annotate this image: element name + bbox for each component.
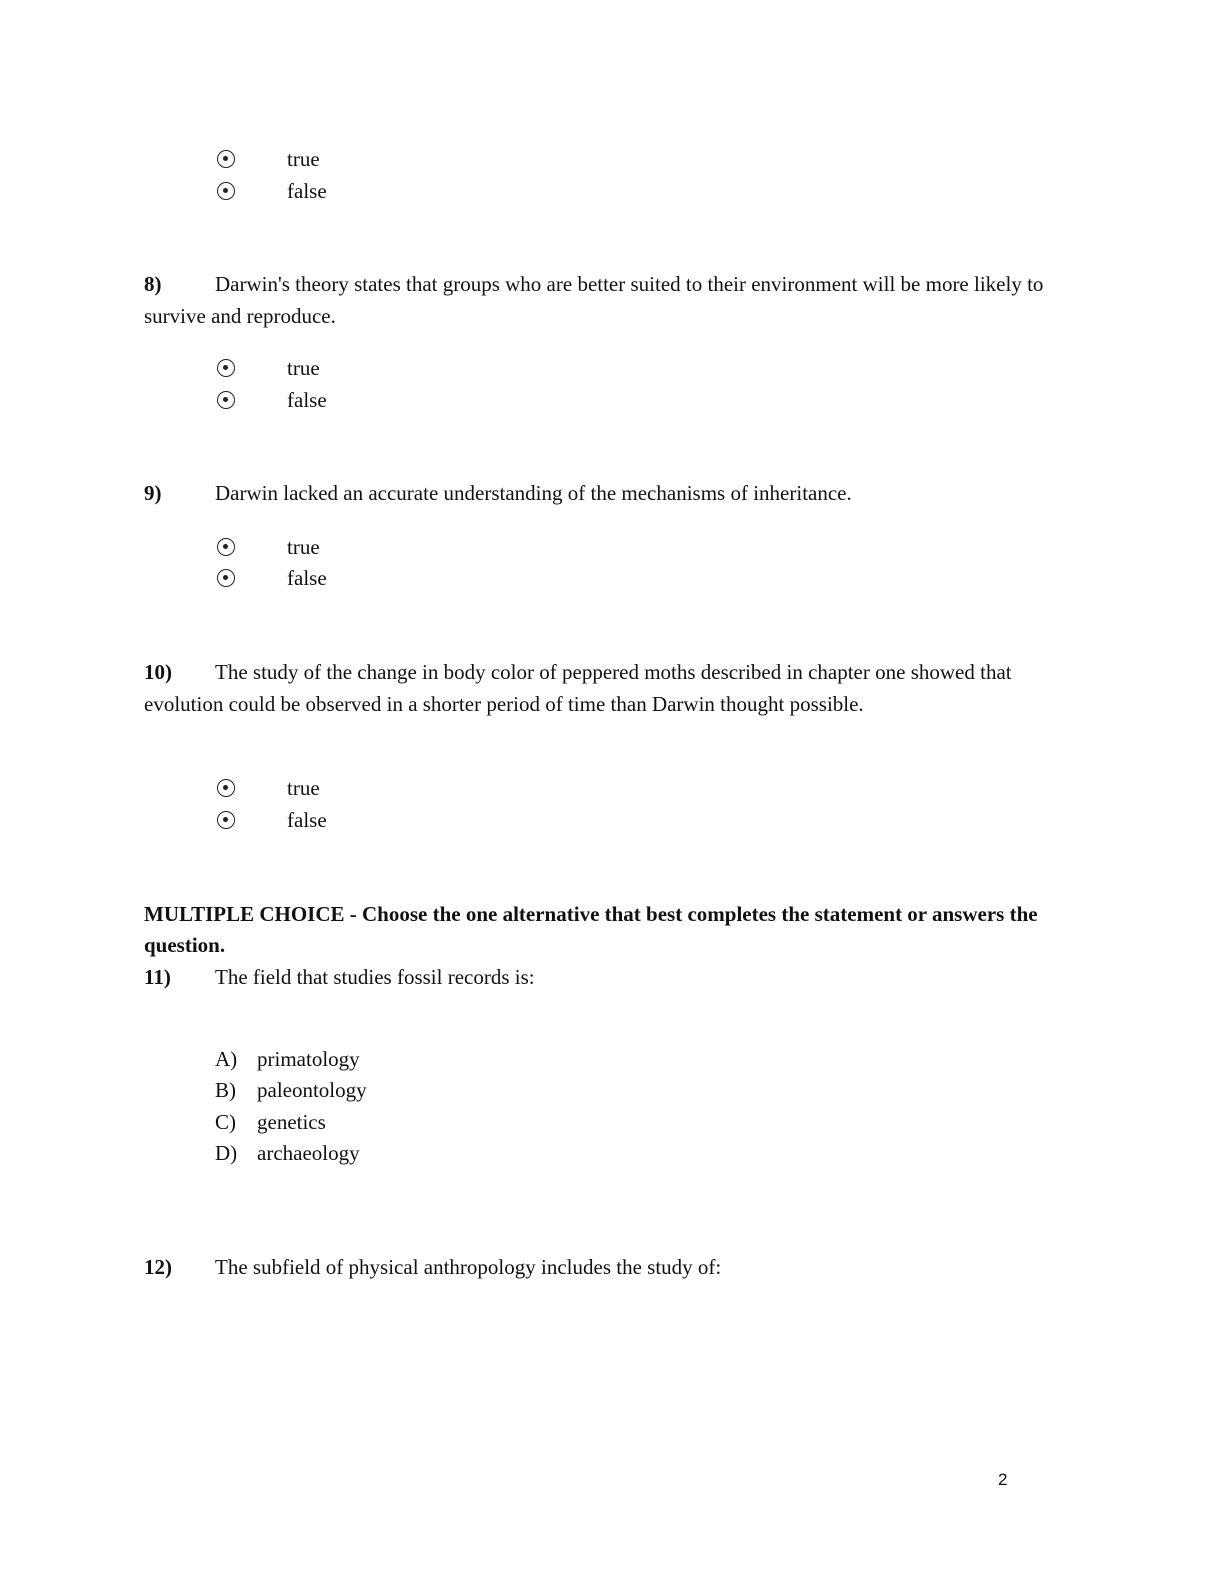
radio-icon[interactable] bbox=[217, 569, 235, 587]
q11-choice-b[interactable] bbox=[215, 1077, 367, 1103]
radio-icon[interactable] bbox=[217, 359, 235, 377]
section-heading: MULTIPLE CHOICE - Choose the one alternative that best completes the statement or answers the question. bbox=[144, 902, 1038, 957]
question-text: The subfield of physical anthropology includes the study of: bbox=[215, 1255, 722, 1279]
option-label: false bbox=[287, 179, 327, 203]
question-8 bbox=[144, 268, 1084, 332]
choice-letter: D) bbox=[215, 1141, 238, 1165]
choice-text: archaeology bbox=[257, 1141, 360, 1165]
question-number: 10) bbox=[144, 660, 172, 684]
question-12 bbox=[144, 1251, 1084, 1283]
radio-icon[interactable] bbox=[217, 811, 235, 829]
question-11 bbox=[144, 961, 1084, 993]
option-label: false bbox=[287, 566, 327, 590]
radio-icon[interactable] bbox=[217, 150, 235, 168]
radio-icon[interactable] bbox=[217, 538, 235, 556]
radio-icon[interactable] bbox=[217, 391, 235, 409]
question-9 bbox=[144, 477, 1084, 509]
q11-choice-d[interactable] bbox=[215, 1140, 360, 1166]
question-number: 11) bbox=[144, 965, 171, 989]
radio-icon[interactable] bbox=[217, 182, 235, 200]
question-number: 8) bbox=[144, 272, 162, 296]
choice-text: paleontology bbox=[257, 1078, 367, 1102]
page-number: 2 bbox=[998, 1470, 1008, 1489]
choice-letter: A) bbox=[215, 1047, 238, 1071]
question-text: Darwin lacked an accurate understanding of the mechanisms of inheritance. bbox=[215, 481, 852, 505]
option-label: true bbox=[287, 535, 320, 559]
choice-letter: B) bbox=[215, 1078, 236, 1102]
option-label: true bbox=[287, 356, 320, 380]
choice-text: primatology bbox=[257, 1047, 360, 1071]
question-text: Darwin's theory states that groups who are better suited to their environment will be more likely to survive and reproduce. bbox=[144, 272, 1044, 328]
option-label: false bbox=[287, 808, 327, 832]
option-label: true bbox=[287, 147, 320, 171]
choice-letter: C) bbox=[215, 1110, 236, 1134]
radio-icon[interactable] bbox=[217, 779, 235, 797]
q11-choice-a[interactable] bbox=[215, 1046, 360, 1072]
q11-choice-c[interactable] bbox=[215, 1109, 326, 1135]
question-10 bbox=[144, 656, 1014, 720]
question-number: 12) bbox=[144, 1255, 172, 1279]
option-label: false bbox=[287, 388, 327, 412]
question-number: 9) bbox=[144, 481, 162, 505]
question-text: The study of the change in body color of peppered moths described in chapter one showed that evolution could be observed in a shorter period of time than Darwin thought possible. bbox=[144, 660, 1012, 716]
choice-text: genetics bbox=[257, 1110, 326, 1134]
option-label: true bbox=[287, 776, 320, 800]
question-text: The field that studies fossil records is: bbox=[215, 965, 535, 989]
